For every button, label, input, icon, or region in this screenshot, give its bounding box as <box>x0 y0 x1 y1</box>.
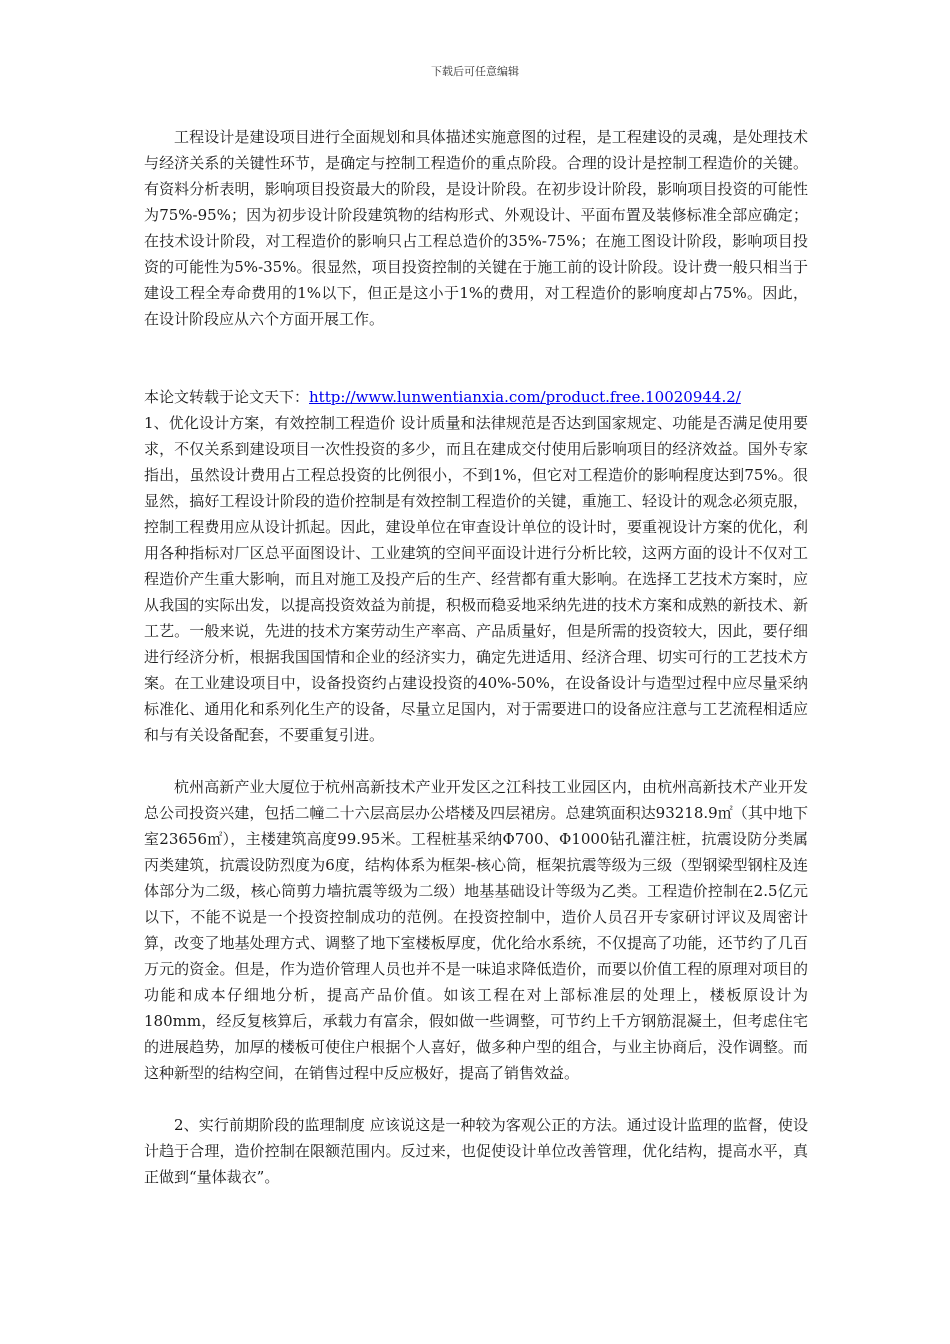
example-paragraph: 杭州高新产业大厦位于杭州高新技术产业开发区之江科技工业园区内，由杭州高新技术产业开发总公司投资兴建，包括二幢二十六层高层办公塔楼及四层裙房。总建筑面积达93218.9㎡（其中地下室23656㎡），主楼建筑高度99.95米。工程桩基采纳Φ700、Φ1000钻孔灌注桩，抗震设防分类属丙类建筑，抗震设防烈度为6度，结构体系为框架-核心筒，框架抗震等级为三级（型钢梁型钢柱及连体部分为二级，核心筒剪力墙抗震等级为二级）地基基础设计等级为乙类。工程造价控制在2.5亿元以下，不能不说是一个投资控制成功的范例。在投资控制中，造价人员召开专家研讨评议及周密计算，改变了地基处理方式、调整了地下室楼板厚度，优化给水系统，不仅提高了功能，还节约了几百万元的资金。但是，作为造价管理人员也并不是一味追求降低造价，而要以价值工程的原理对项目的功能和成本仔细地分析，提高产品价值。如该工程在对上部标准层的处理上，楼板原设计为180mm，经反复核算后，承载力有富余，假如做一些调整，可节约上千方钢筋混凝土，但考虑住宅的进展趋势，加厚的楼板可使住户根据个人喜好，做多种户型的组合，与业主协商后，没作调整。而这种新型的结构空间，在销售过程中反应极好，提高了销售效益。 <box>144 778 808 1082</box>
section-1-paragraph: 1、优化设计方案，有效控制工程造价 设计质量和法律规范是否达到国家规定、功能是否满足使用要求，不仅关系到建设项目一次性投资的多少，而且在建成交付使用后影响项目的经济效益。国外专家指出，虽然设计费用占工程总投资的比例很小，不到1%，但它对工程造价的影响程度达到75%。很显然，搞好工程设计阶段的造价控制是有效控制工程造价的关键，重施工、轻设计的观念必须克服，控制工程费用应从设计抓起。因此，建设单位在审查设计单位的设计时，要重视设计方案的优化，利用各种指标对厂区总平面图设计、工业建筑的空间平面设计进行分析比较，这两方面的设计不仅对工程造价产生重大影响，而且对施工及投产后的生产、经营都有重大影响。在选择工艺技术方案时，应从我国的实际出发，以提高投资效益为前提，积极而稳妥地采纳先进的技术方案和成熟的新技术、新工艺。一般来说，先进的技术方案劳动生产率高、产品质量好，但是所需的投资较大，因此，要仔细进行经济分析，根据我国国情和企业的经济实力，确定先进适用、经济合理、切实可行的工艺技术方案。在工业建设项目中，设备投资约占建设投资的40%-50%，在设备设计与造型过程中应尽量采纳标准化、通用化和系列化生产的设备，尽量立足国内，对于需要进口的设备应注意与工艺流程相适应和与有关设备配套，不要重复引进。 <box>144 414 808 744</box>
page-header <box>0 64 950 80</box>
document-body <box>144 124 808 1190</box>
source-link[interactable]: http://www.lunwentianxia.com/product.free.10020944.2/ <box>309 388 741 406</box>
source-prefix: 本论文转载于论文天下： <box>144 388 310 406</box>
source-line <box>144 384 808 410</box>
header-text: 下载后可任意编辑 <box>431 65 519 78</box>
intro-paragraph: 工程设计是建设项目进行全面规划和具体描述实施意图的过程，是工程建设的灵魂，是处理技术与经济关系的关键性环节，是确定与控制工程造价的重点阶段。合理的设计是控制工程造价的关键。有资料分析表明，影响项目投资最大的阶段，是设计阶段。在初步设计阶段，影响项目投资的可能性为75%-95%；因为初步设计阶段建筑物的结构形式、外观设计、平面布置及装修标准全部应确定；在技术设计阶段，对工程造价的影响只占工程总造价的35%-75%；在施工图设计阶段，影响项目投资的可能性为5%-35%。很显然，项目投资控制的关键在于施工前的设计阶段。设计费一般只相当于建设工程全寿命费用的1%以下，但正是这小于1%的费用，对工程造价的影响度却占75%。因此，在设计阶段应从六个方面开展工作。 <box>144 128 808 328</box>
section-2-paragraph: 2、实行前期阶段的监理制度 应该说这是一种较为客观公正的方法。通过设计监理的监督，使设计趋于合理，造价控制在限额范围内。反过来，也促使设计单位改善管理，优化结构，提高水平，真正做到“量体裁衣”。 <box>144 1116 808 1186</box>
